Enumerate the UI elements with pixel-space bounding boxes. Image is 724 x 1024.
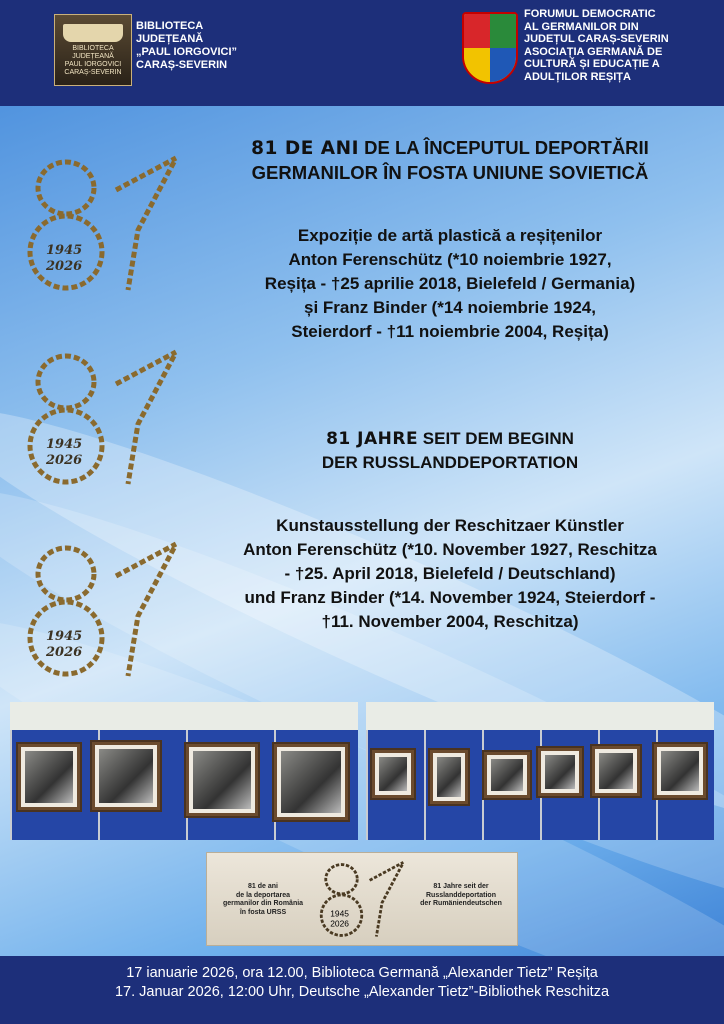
library-logo-text-2: JUDEȚEANĂ <box>72 52 114 60</box>
event-date-ro: 17 ianuarie 2026, ora 12.00, Biblioteca Germană „Alexander Tietz” Reșița <box>126 965 598 981</box>
body-de-line: - †25. April 2018, Bielefeld / Deutschland) <box>284 564 616 583</box>
header-bar <box>0 0 724 106</box>
emblem-year-start: 1945 <box>46 437 83 452</box>
library-logo-text-3: PAUL IORGOVICI <box>64 60 122 68</box>
title-de-strong: 81 JAHRE <box>326 429 419 449</box>
library-line: JUDEȚEANĂ <box>136 33 204 45</box>
library-line: „PAUL IORGOVICI” <box>136 46 238 58</box>
forum-line: ADULȚILOR REȘIȚA <box>524 70 631 83</box>
title-ro-strong: 81 DE ANI <box>251 138 359 159</box>
forum-line: JUDEȚUL CARAȘ-SEVERIN <box>524 33 669 45</box>
exhibition-photo-left <box>10 702 358 840</box>
emblem-year-end: 2026 <box>46 259 83 274</box>
emblem-year-start: 1945 <box>46 243 83 258</box>
body-german <box>190 514 710 634</box>
body-de-line: †11. November 2004, Reschitza) <box>321 612 579 631</box>
library-logo <box>54 14 132 86</box>
banner-de-line: der Rumäniendeutschen <box>420 900 502 907</box>
forum-name <box>524 8 669 83</box>
banner-text-ro <box>215 883 311 917</box>
emblem-year-end: 2026 <box>46 645 83 660</box>
title-ro-line2: GERMANILOR ÎN FOSTA UNIUNE SOVIETICĂ <box>251 162 649 183</box>
forum-line: ASOCIAȚIA GERMANĂ DE <box>524 45 663 58</box>
county-crest-icon <box>462 12 518 84</box>
body-de-line: Kunstausstellung der Reschitzaer Künstler <box>276 516 624 535</box>
book-icon <box>63 24 123 42</box>
exhibition-banner <box>206 852 518 946</box>
banner-text-de <box>413 883 509 909</box>
barbed-wire-81-small-emblem <box>319 857 409 943</box>
title-romanian <box>190 136 710 185</box>
title-de-rest: SEIT DEM BEGINN <box>418 429 574 448</box>
footer-bar <box>0 956 724 1024</box>
banner-ro-line: 81 de ani <box>248 883 278 890</box>
banner-de-line: 81 Jahre seit der <box>433 883 489 890</box>
emblem-year-end: 2026 <box>330 918 349 929</box>
library-logo-text-4: CARAȘ-SEVERIN <box>64 68 122 76</box>
barbed-wire-81-emblem <box>26 150 186 300</box>
body-ro-line: Expoziție de artă plastică a reșițenilor <box>297 226 603 245</box>
library-logo-text-1: BIBLIOTECA <box>72 44 114 52</box>
banner-ro-line: în fosta URSS <box>239 908 287 916</box>
library-line: CARAȘ-SEVERIN <box>136 59 228 71</box>
body-ro-line: Steierdorf - †11 noiembrie 2004, Reșița) <box>291 322 609 341</box>
library-name <box>136 20 237 72</box>
forum-line: CULTURĂ ȘI EDUCAȚIE A <box>524 58 660 70</box>
body-de-line: Anton Ferenschütz (*10. November 1927, Reschitza <box>243 540 657 559</box>
body-ro-line: și Franz Binder (*14 noiembrie 1924, <box>304 298 596 317</box>
forum-line: AL GERMANILOR DIN <box>524 20 639 33</box>
emblem-year-start: 1945 <box>330 908 349 919</box>
forum-line: FORUMUL DEMOCRATIC <box>524 8 656 20</box>
body-ro-line: Reșița - †25 aprilie 2018, Bielefeld / Germania) <box>264 274 636 293</box>
barbed-wire-81-emblem <box>26 344 186 494</box>
body-ro-line: Anton Ferenschütz (*10 noiembrie 1927, <box>288 250 612 269</box>
banner-ro-line: de la deportarea <box>235 891 291 899</box>
title-de-line2: DER RUSSLANDDEPORTATION <box>321 453 579 472</box>
event-date-de: 17. Januar 2026, 12:00 Uhr, Deutsche „Alexander Tietz”-Bibliothek Reschitza <box>114 984 610 1000</box>
emblem-year-start: 1945 <box>46 629 83 644</box>
library-line: BIBLIOTECA <box>136 20 204 32</box>
body-de-line: und Franz Binder (*14. November 1924, Steierdorf - <box>244 588 656 607</box>
emblem-year-end: 2026 <box>46 453 83 468</box>
body-romanian <box>190 224 710 344</box>
banner-ro-line: germanilor din România <box>222 900 304 907</box>
title-german <box>190 427 710 475</box>
barbed-wire-81-emblem <box>26 536 186 686</box>
banner-de-line: Russlanddeportation <box>425 891 496 899</box>
title-ro-rest: DE LA ÎNCEPUTUL DEPORTĂRII <box>358 137 649 158</box>
exhibition-photo-right <box>366 702 714 840</box>
